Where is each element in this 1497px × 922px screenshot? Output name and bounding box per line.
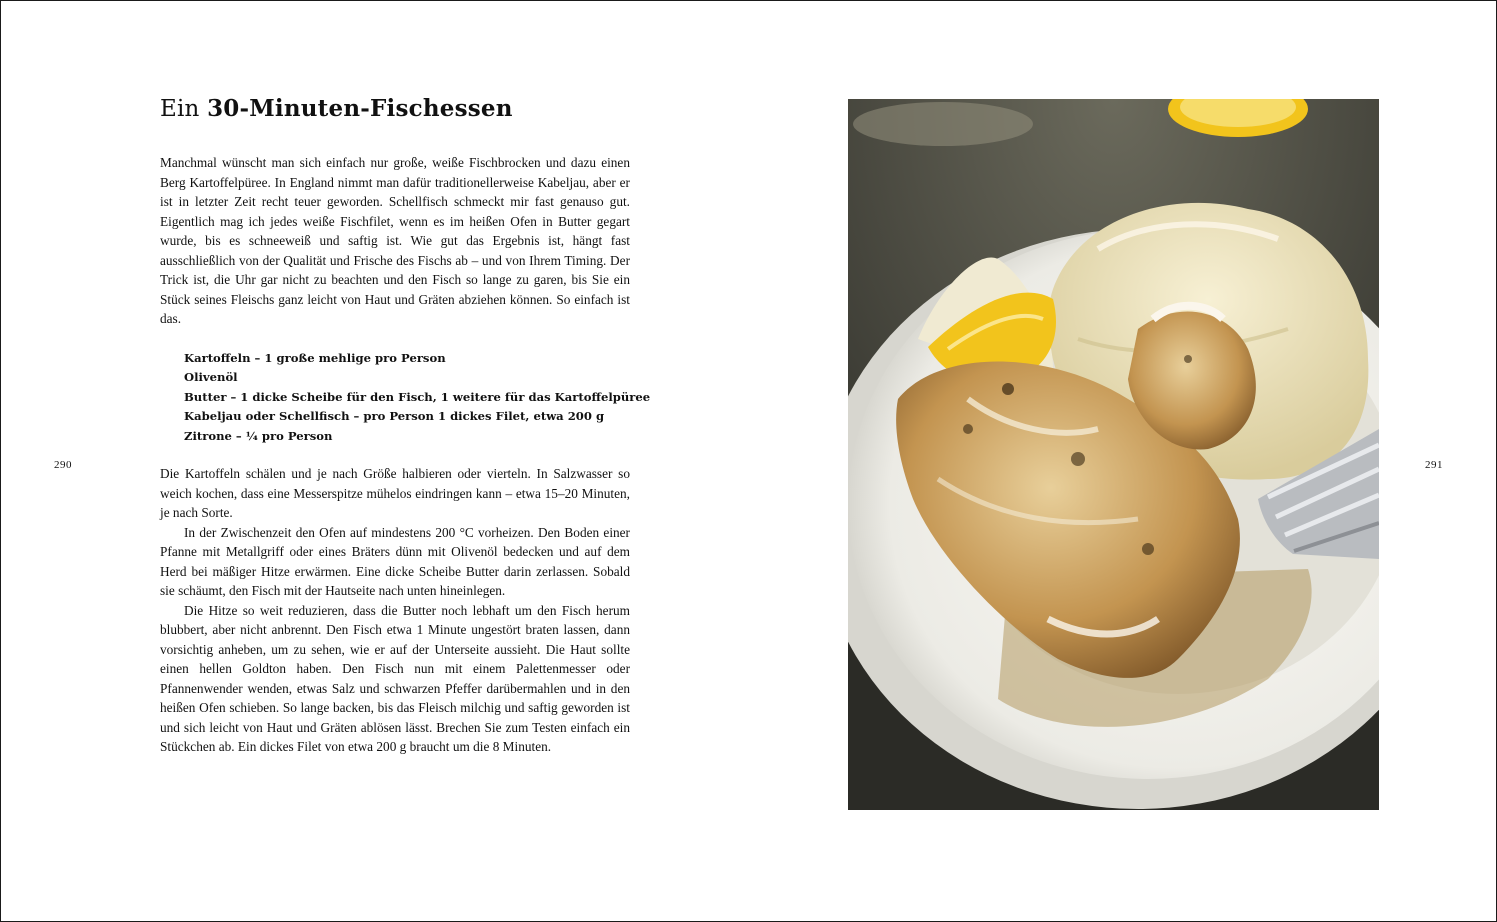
- method-step: In der Zwischenzeit den Ofen auf mindestens 200 °C vorheizen. Den Boden einer Pfanne mit Metallgriff oder eines Bräters dünn mit Olivenöl bedecken und auf dem Herd bei mäßiger Hitze erwärmen. Eine dicke Scheibe Butter darin zerlassen. Sobald sie schäumt, den Fisch mit der Hautseite nach unten hineinlegen.: [160, 524, 630, 598]
- ingredient-item: Kabeljau oder Schellfisch – pro Person 1 dickes Filet, etwa 200 g: [184, 409, 605, 423]
- method-step: Die Kartoffeln schälen und je nach Größe halbieren oder vierteln. In Salzwasser so weich kochen, dass eine Messerspitze mühelos eindringen kann – etwa 15–20 Minuten, je nach Sorte.: [160, 466, 630, 520]
- recipe-title-main: 30-Minuten-Fischessen: [207, 95, 513, 122]
- page-number-left: 290: [54, 459, 72, 471]
- ingredient-item: Zitrone – ¼ pro Person: [184, 428, 333, 443]
- ingredient-item: Kartoffeln – 1 große mehlige pro Person: [184, 350, 446, 365]
- recipe-intro: Manchmal wünscht man sich einfach nur große, weiße Fischbrocken und dazu einen Berg Kartoffelpüree. In England nimmt man dafür traditionellerweise Kabeljau, aber er ist in letzter Zeit recht teuer geworden. Schellfisch schmeckt mir fast genauso gut. Eigentlich mag ich jedes weiße Fischfilet, wenn es im heißen Ofen in Butter gegart wurde, bis es schneeweiß und saftig ist. Wie gut das Ergebnis ist, hängt fast ausschließlich von der Qualität und Frische des Fischs ab – und von Ihrem Timing. Der Trick ist, die Uhr gar nicht zu beachten und den Fisch so lange zu garen, bis Sie ein Stück seines Fleischs ganz leicht von Haut und Gräten abziehen können. So einfach ist das.: [160, 155, 630, 326]
- recipe-title-prefix: Ein: [160, 96, 208, 122]
- recipe-title: [160, 92, 630, 126]
- dish-illustration: [848, 99, 1379, 810]
- ingredient-list: [184, 349, 651, 447]
- page-number-right: 291: [1425, 459, 1443, 471]
- recipe-method: [160, 464, 630, 757]
- ingredient-item: Butter – 1 dicke Scheibe für den Fisch, 1 weitere für das Kartoffelpüree: [184, 389, 651, 404]
- recipe-text-column: [160, 92, 651, 757]
- ingredient-item: Olivenöl: [184, 370, 238, 384]
- method-step: Die Hitze so weit reduzieren, dass die Butter noch lebhaft um den Fisch herum blubbert, aber nicht anbrennt. Den Fisch etwa 1 Minute ungestört braten lassen, dann vorsichtig anheben, um zu sehen, wie er auf der Unterseite aussieht. Die Haut sollte einen hellen Goldton haben. Den Fisch nun mit einem Palettenmesser oder Pfannenwender wenden, etwas Salz und schwarzen Pfeffer darübermahlen und in den heißen Ofen schieben. So lange backen, bis das Fleisch milchig und saftig geworden ist und sich leicht von Haut und Gräten ablösen lässt. Brechen Sie zum Testen einfach ein Stückchen ab. Ein dickes Filet von etwa 200 g braucht um die 8 Minuten.: [160, 602, 630, 754]
- dish-photo: [848, 99, 1379, 810]
